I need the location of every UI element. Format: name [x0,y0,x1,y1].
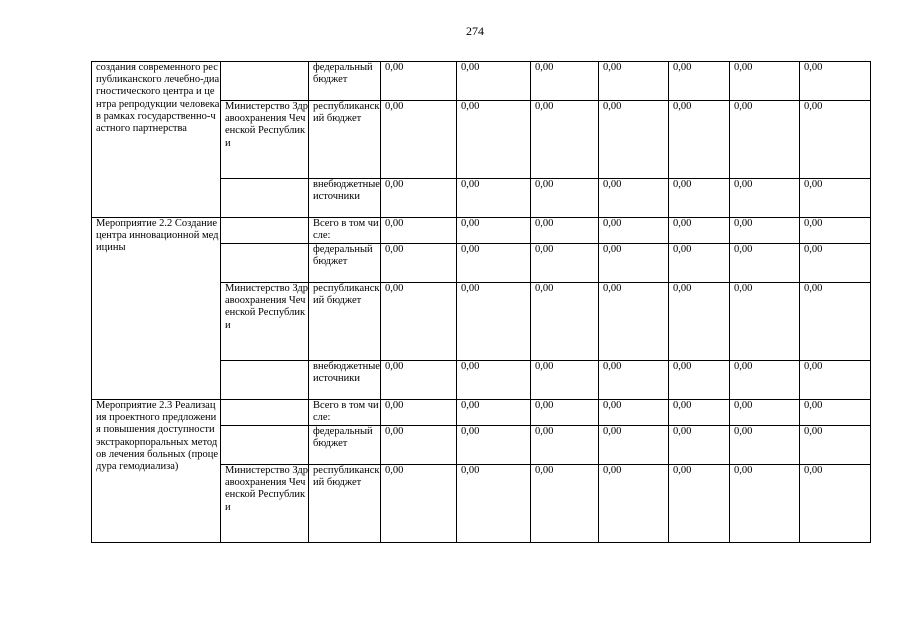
value-cell: 0,00 [669,283,730,361]
value-cell: 0,00 [381,62,457,101]
value-cell: 0,00 [730,361,800,400]
value-cell: 0,00 [457,218,531,244]
value-cell: 0,00 [381,101,457,179]
value-cell: 0,00 [730,179,800,218]
executor-cell [221,400,309,426]
funding-source-cell: федеральный бюджет [309,62,381,101]
value-cell: 0,00 [800,465,871,543]
value-cell: 0,00 [669,244,730,283]
value-cell: 0,00 [457,400,531,426]
value-cell: 0,00 [730,400,800,426]
value-cell: 0,00 [457,101,531,179]
value-cell: 0,00 [669,179,730,218]
value-cell: 0,00 [730,465,800,543]
value-cell: 0,00 [730,244,800,283]
table-body [92,62,871,543]
value-cell: 0,00 [599,101,669,179]
value-cell: 0,00 [599,244,669,283]
value-cell: 0,00 [531,179,599,218]
funding-source-cell: федеральный бюджет [309,426,381,465]
value-cell: 0,00 [457,244,531,283]
value-cell: 0,00 [730,426,800,465]
value-cell: 0,00 [800,426,871,465]
value-cell: 0,00 [669,465,730,543]
value-cell: 0,00 [730,101,800,179]
funding-source-cell: внебюджетные источники [309,179,381,218]
value-cell: 0,00 [381,218,457,244]
value-cell: 0,00 [531,426,599,465]
value-cell: 0,00 [730,218,800,244]
event-cell: создания современного республиканского лечебно-диагностического центра и центра репродукции человека в рамках государственно-частного партнерства [92,62,221,218]
event-cell: Мероприятие 2.3 Реализация проектного предложения повышения доступности экстракорпоральных методов лечения больных (процедура гемодиализа) [92,400,221,543]
value-cell: 0,00 [531,244,599,283]
funding-source-cell: республиканский бюджет [309,465,381,543]
table-row [92,62,871,101]
value-cell: 0,00 [531,400,599,426]
value-cell: 0,00 [800,244,871,283]
table-row [92,400,871,426]
value-cell: 0,00 [669,400,730,426]
value-cell: 0,00 [669,361,730,400]
value-cell: 0,00 [599,465,669,543]
executor-cell [221,218,309,244]
value-cell: 0,00 [457,179,531,218]
value-cell: 0,00 [599,62,669,101]
value-cell: 0,00 [730,62,800,101]
executor-cell: Министерство Здравоохранения Чеченской Республики [221,465,309,543]
funding-source-cell: внебюджетные источники [309,361,381,400]
funding-source-cell: республиканский бюджет [309,283,381,361]
value-cell: 0,00 [381,361,457,400]
executor-cell [221,361,309,400]
value-cell: 0,00 [457,465,531,543]
value-cell: 0,00 [381,465,457,543]
executor-cell: Министерство Здравоохранения Чеченской Республики [221,283,309,361]
funding-source-cell: федеральный бюджет [309,244,381,283]
executor-cell [221,179,309,218]
executor-cell [221,244,309,283]
value-cell: 0,00 [800,400,871,426]
value-cell: 0,00 [669,218,730,244]
event-cell: Мероприятие 2.2 Создание центра инновационной медицины [92,218,221,400]
funding-source-cell: Всего в том числе: [309,218,381,244]
value-cell: 0,00 [457,283,531,361]
value-cell: 0,00 [599,283,669,361]
value-cell: 0,00 [531,101,599,179]
funding-source-cell: Всего в том числе: [309,400,381,426]
value-cell: 0,00 [531,218,599,244]
value-cell: 0,00 [381,283,457,361]
value-cell: 0,00 [800,218,871,244]
value-cell: 0,00 [599,179,669,218]
value-cell: 0,00 [381,400,457,426]
value-cell: 0,00 [599,426,669,465]
value-cell: 0,00 [800,179,871,218]
value-cell: 0,00 [800,101,871,179]
value-cell: 0,00 [531,465,599,543]
value-cell: 0,00 [381,179,457,218]
value-cell: 0,00 [669,426,730,465]
executor-cell: Министерство Здравоохранения Чеченской Республики [221,101,309,179]
value-cell: 0,00 [531,283,599,361]
executor-cell [221,62,309,101]
value-cell: 0,00 [381,244,457,283]
value-cell: 0,00 [457,62,531,101]
value-cell: 0,00 [669,62,730,101]
funding-source-cell: республиканский бюджет [309,101,381,179]
value-cell: 0,00 [599,400,669,426]
executor-cell [221,426,309,465]
budget-table [91,61,871,543]
value-cell: 0,00 [599,218,669,244]
value-cell: 0,00 [531,361,599,400]
value-cell: 0,00 [800,62,871,101]
value-cell: 0,00 [730,283,800,361]
value-cell: 0,00 [531,62,599,101]
value-cell: 0,00 [800,361,871,400]
value-cell: 0,00 [599,361,669,400]
value-cell: 0,00 [457,426,531,465]
table-row [92,218,871,244]
value-cell: 0,00 [669,101,730,179]
value-cell: 0,00 [457,361,531,400]
value-cell: 0,00 [800,283,871,361]
page-number: 274 [466,24,484,38]
value-cell: 0,00 [381,426,457,465]
